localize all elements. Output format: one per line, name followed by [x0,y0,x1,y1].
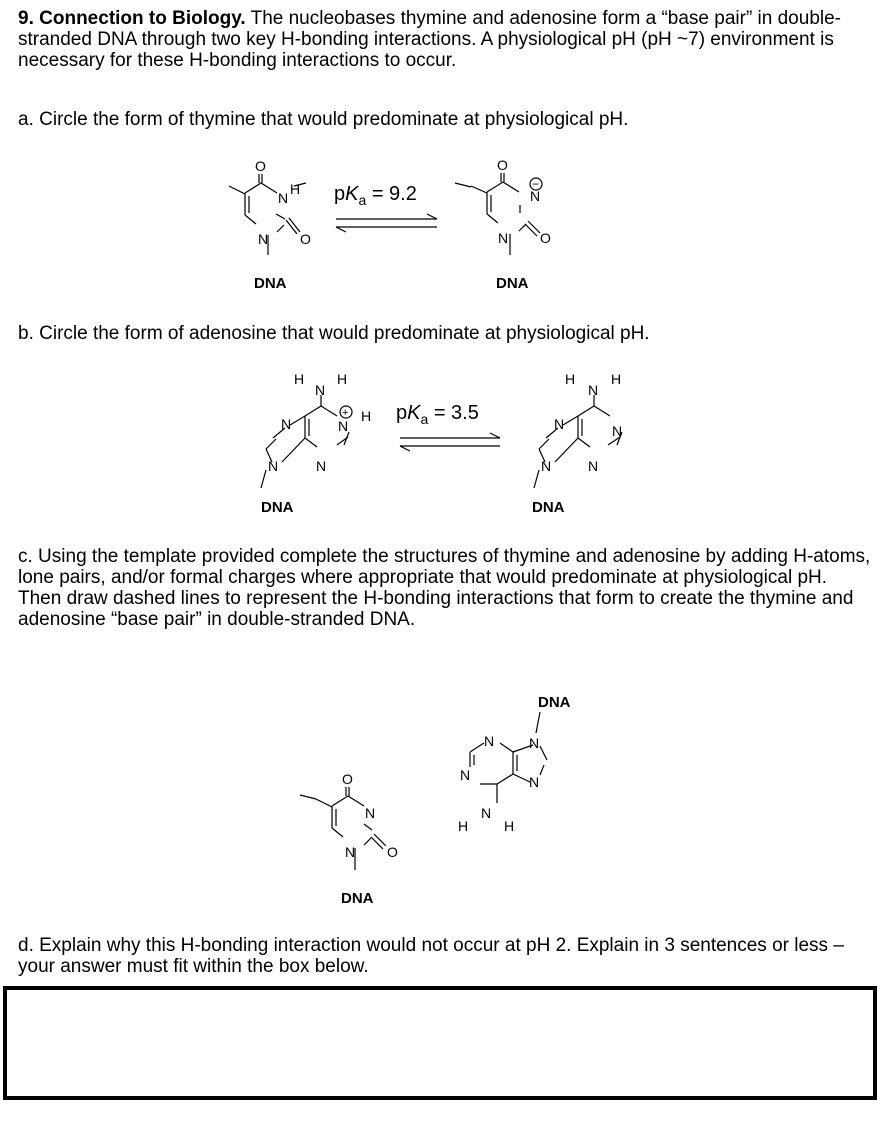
dna-label: DNA [496,275,529,292]
atom-label: N [484,733,495,749]
atom-label: N [338,418,349,434]
atom-label: N [481,805,492,821]
atom-label: H [504,818,515,834]
atom-label: N [278,190,289,206]
positive-charge-icon: + [342,407,349,419]
atom-label: H [611,371,622,387]
atom-label: N [541,458,552,474]
dna-label: DNA [538,694,571,711]
adenosine-template-labels [458,694,571,834]
atom-label: O [255,158,266,174]
atom-label: N [498,230,509,246]
pka-label-b: $pK_a = 3.5$ [396,402,479,427]
thymine-template-structure [300,787,386,870]
atom-label: N [588,382,599,398]
equilibrium-arrows-a [336,214,437,232]
atom-label: N [315,382,326,398]
atom-label: H [565,371,576,387]
atom-label: O [387,844,398,860]
negative-charge-icon: − [532,177,540,191]
part-d-prompt: d. Explain why this H-bonding interaction would not occur at pH 2. Explain in 3 sentences or less – your answer must fit within the box below. [18,935,844,977]
part-c-prompt: c. Using the template provided complete the structures of thymine and adenosine by adding H-atoms, lone pairs, and/or formal charges where appropriate that would predominate at physiological pH. Then draw dashed lines to represent the H-bonding interactions that form to create the thymine and adenosine “base pair” in double-stranded DNA. [18,546,871,630]
atom-label: N [316,458,327,474]
part-b-prompt: b. Circle the form of adenosine that would predominate at physiological pH. [18,323,650,344]
atom-label: N [345,844,356,860]
atom-label: H [458,818,469,834]
atom-label: N [365,805,376,821]
atom-label: N [258,231,269,247]
atom-label: H [361,408,372,424]
atom-label: N [530,188,541,204]
equilibrium-arrows-b [400,433,500,451]
adenosine-neutral-structure [534,395,622,488]
dna-label: DNA [261,499,294,516]
atom-label: N [529,774,540,790]
atom-label: N [612,423,623,439]
answer-box[interactable] [3,986,877,1100]
atom-label: H [290,181,301,197]
part-a-prompt: a. Circle the form of thymine that would predominate at physiological pH. [18,109,629,130]
adenosine-neutral-labels [532,371,622,516]
atom-label: N [554,416,565,432]
dna-label: DNA [254,275,287,292]
adenosine-protonated-structure [261,395,352,488]
question-number: 9. [18,8,34,29]
atom-label: N [588,458,599,474]
atom-label: N [460,767,471,783]
adenosine-protonated-labels [261,371,371,516]
atom-label: N [268,458,279,474]
question-title: Connection to Biology. [39,8,246,29]
atom-label: H [337,371,348,387]
atom-label: O [300,231,311,247]
dna-label: DNA [341,890,374,907]
atom-label: O [540,230,551,246]
dna-label: DNA [532,499,565,516]
atom-label: N [529,735,540,751]
atom-label: O [497,157,508,173]
atom-label: O [342,771,353,787]
atom-label: H [294,371,305,387]
question-intro-text: The nucleobases thymine and adenosine form a “base pair” in double-stranded DNA through two key H-bonding interactions. A physiological pH (pH ~7) environment is necessary for these H-bonding interactions to occur. [18,8,842,71]
atom-label: N [281,416,292,432]
pka-label-a: $pK_a = 9.2$ [334,183,417,208]
